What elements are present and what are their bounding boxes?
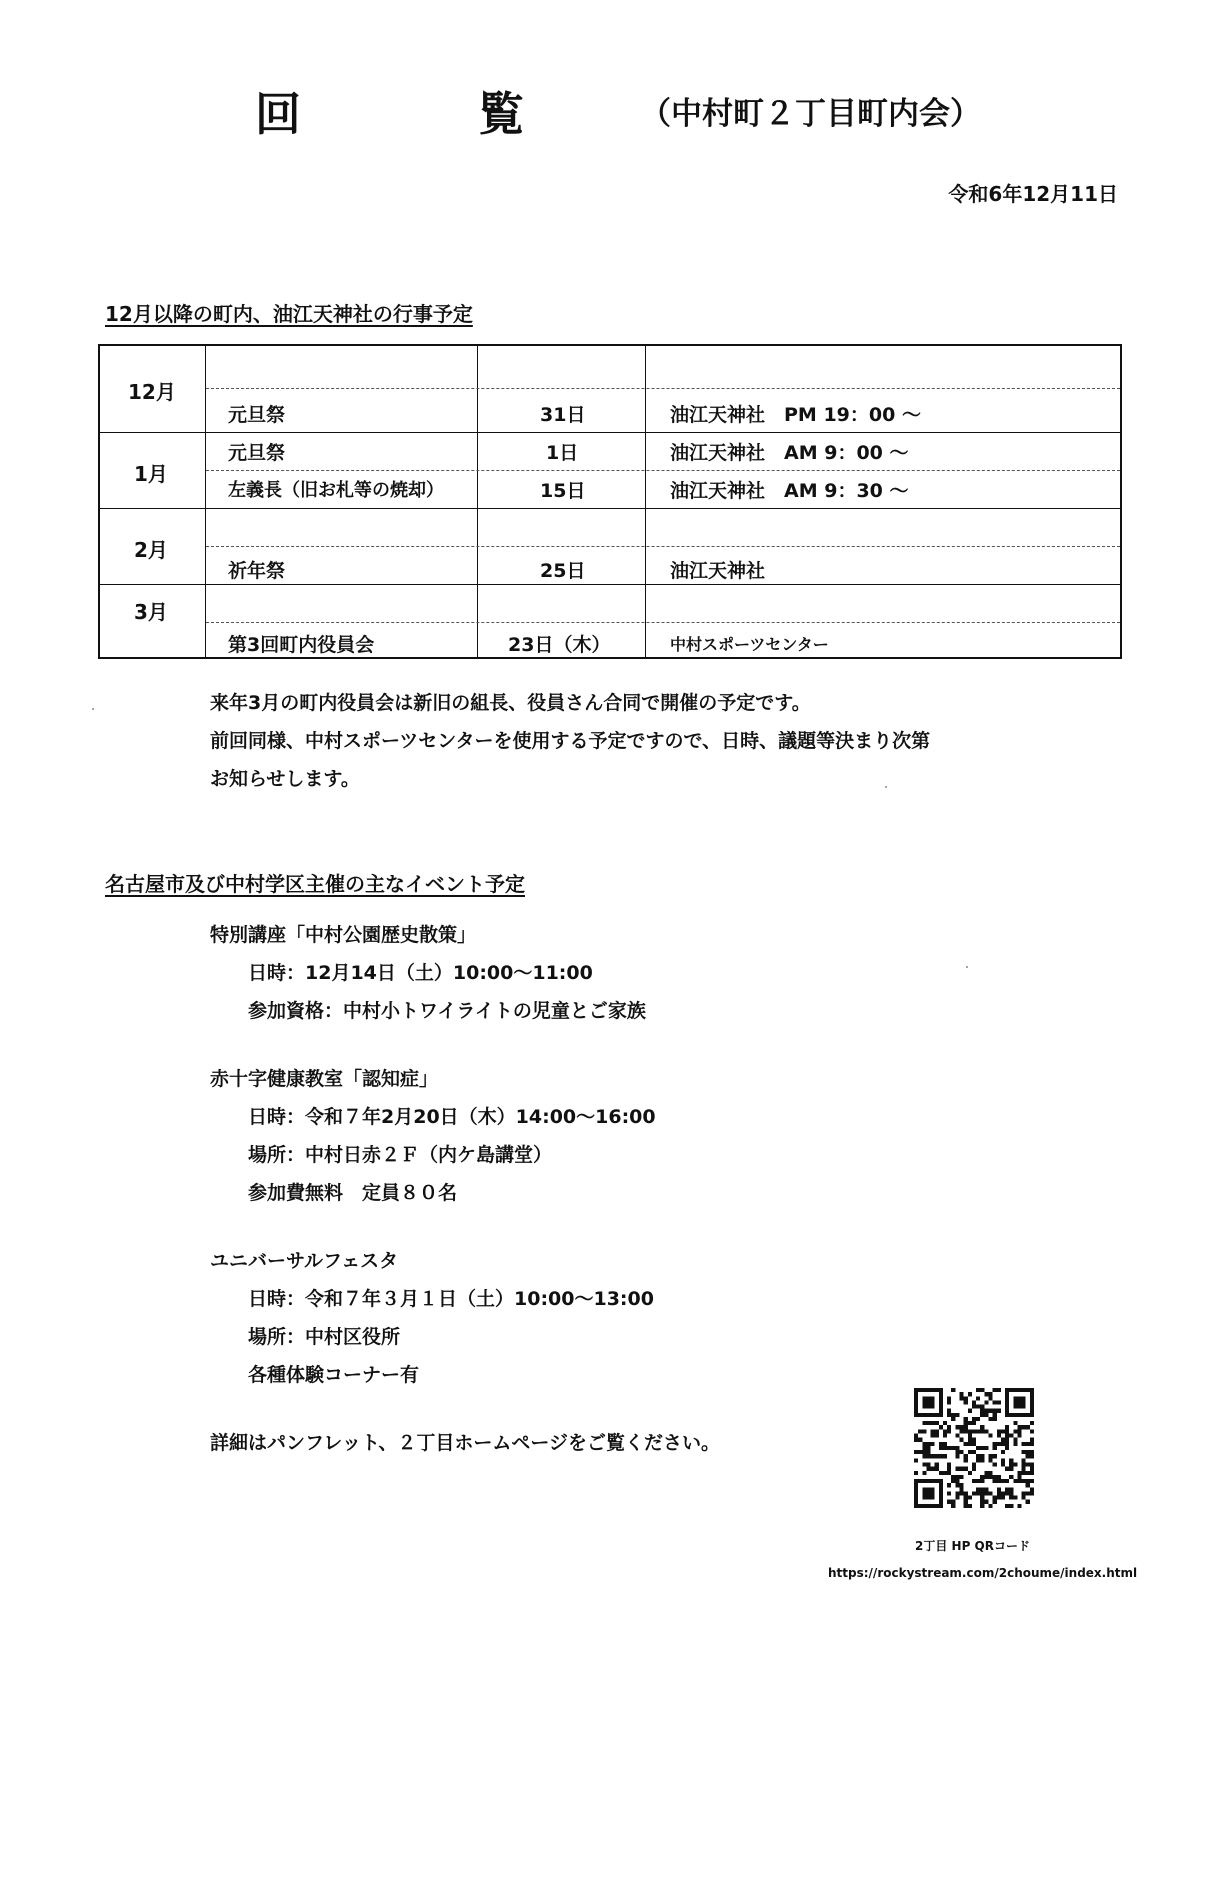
title-char-kai: 回 [255,87,301,141]
month-separator [100,584,1120,585]
notice-line: お知らせします。 [210,768,360,790]
schedule-heading: 12月以降の町内、油江天神社の行事予定 [105,302,473,326]
qr-code-icon[interactable] [914,1388,1034,1508]
details-footer: 詳細はパンフレット、２丁目ホームページをご覧ください。 [210,1432,720,1454]
notice-line: 前回同様、中村スポーツセンターを使用する予定ですので、日時、議題等決まり次第 [210,730,931,752]
event-name-text: 左義長（旧お札等の焼却） [228,480,444,501]
row-separator [206,622,1120,623]
scan-speck [92,708,94,710]
event-place: 油江天神社 AM 9：30 ～ [670,480,909,502]
month-label: 1月 [134,462,168,486]
month-label: 12月 [128,380,176,404]
table-divider [645,346,646,657]
month-label: 3月 [134,600,168,624]
event-place: 油江天神社 PM 19：00 ～ [670,404,921,426]
event-date: 日時：令和７年2月20日（木）14:00～16:00 [248,1106,656,1128]
event-day: 15日 [540,480,586,502]
table-divider [477,346,478,657]
event-date: 日時：令和７年３月１日（土）10:00～13:00 [248,1288,654,1310]
month-separator [100,508,1120,509]
event-day: 31日 [540,404,586,426]
issue-date: 令和6年12月11日 [948,182,1118,206]
event-day: 1日 [546,442,579,464]
event-place: 油江天神社 [670,560,766,582]
table-divider [205,346,206,657]
month-separator [100,432,1120,433]
event-name: 祈年祭 [228,560,286,582]
schedule-table [98,344,1122,659]
scan-speck [885,786,887,788]
event-day: 25日 [540,560,586,582]
event-name [228,476,444,502]
event-place: 場所：中村日赤２Ｆ（内ケ島講堂） [248,1144,553,1166]
event-place: 場所：中村区役所 [248,1326,401,1348]
event-eligibility: 参加資格：中村小トワイライトの児童とご家族 [248,1000,646,1022]
row-separator [206,388,1120,389]
title-subtitle: （中村町２丁目町内会） [640,96,981,132]
event-title: 特別講座「中村公園歴史散策」 [210,924,477,946]
notice-line: 来年3月の町内役員会は新旧の組長、役員さん合同で開催の予定です。 [210,692,811,714]
events-heading: 名古屋市及び中村学区主催の主なイベント予定 [105,872,525,896]
month-label: 2月 [134,538,168,562]
event-place: 中村スポーツセンター [670,635,829,654]
qr-url[interactable]: https://rockystream.com/2choume/index.html [828,1566,1138,1580]
event-place: 油江天神社 AM 9：00 ～ [670,442,909,464]
qr-label: 2丁目 HP QRコード [915,1539,1030,1553]
event-fee: 参加費無料 定員８０名 [248,1182,458,1204]
row-separator [206,470,1120,471]
scan-speck [966,966,968,968]
title-char-ran: 覧 [478,87,524,141]
event-title: ユニバーサルフェスタ [210,1250,399,1272]
event-name: 元旦祭 [228,442,286,464]
event-title: 赤十字健康教室「認知症」 [210,1068,439,1090]
event-name: 元旦祭 [228,404,286,426]
event-date: 日時：12月14日（土）10:00～11:00 [248,962,593,984]
event-day: 23日（木） [508,634,611,656]
row-separator [206,546,1120,547]
event-name: 第3回町内役員会 [228,634,375,656]
event-note: 各種体験コーナー有 [248,1364,420,1386]
